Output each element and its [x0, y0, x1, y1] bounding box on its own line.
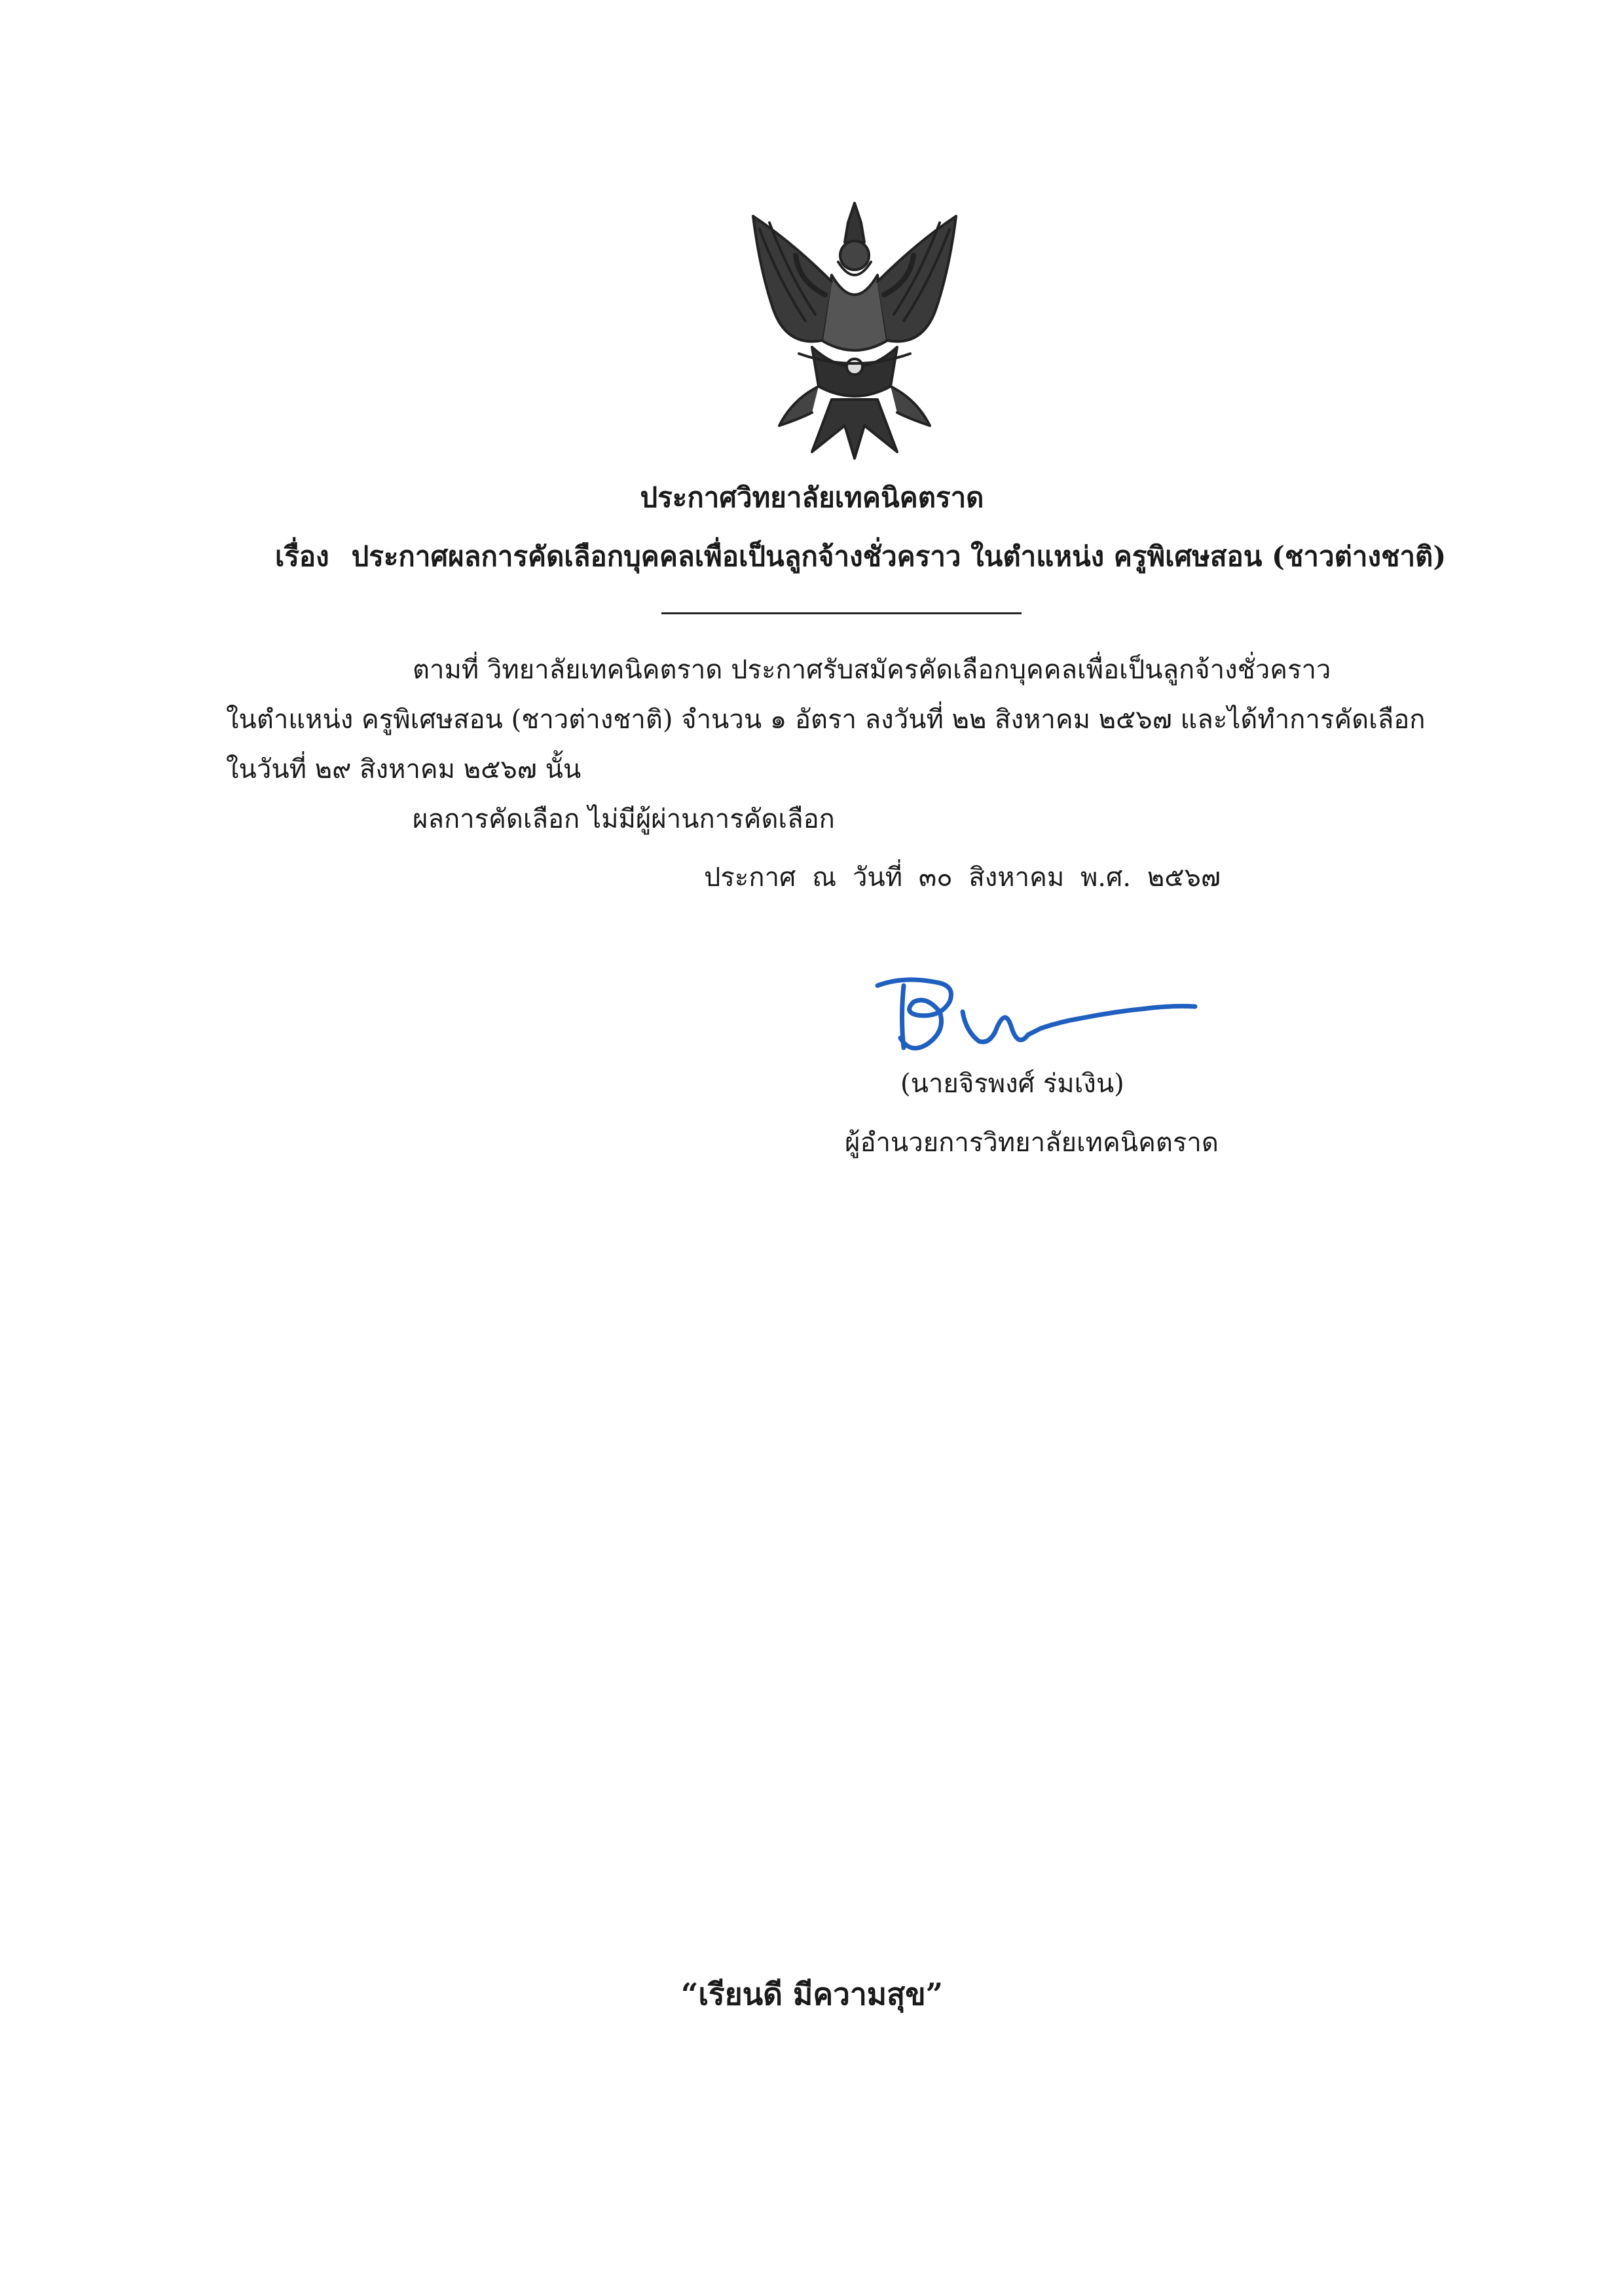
document-title: ประกาศวิทยาลัยเทคนิคตราด	[640, 481, 984, 513]
college-motto: “เรียนดี มีความสุข”	[680, 1976, 944, 2012]
body-line-2: ในตำแหน่ง ครูพิเศษสอน (ชาวต่างชาติ) จำนวน ๑ อัตรา ลงวันที่ ๒๒ สิงหาคม ๒๕๖๗ และได้ทำการคัดเลือก	[226, 705, 1426, 735]
body-line-result: ผลการคัดเลือก ไม่มีผู้ผ่านการคัดเลือก	[413, 804, 835, 834]
document-subject	[275, 537, 1519, 576]
announcement-date: ประกาศ ณ วันที่ ๓๐ สิงหาคม พ.ศ. ๒๕๖๗	[704, 862, 1221, 893]
signer-position: ผู้อำนวยการวิทยาลัยเทคนิคตราด	[845, 1128, 1219, 1158]
title-divider	[661, 612, 1022, 614]
body-line-1: ตามที่ วิทยาลัยเทคนิคตราด ประกาศรับสมัครคัดเลือกบุคคลเพื่อเป็นลูกจ้างชั่วคราว	[413, 655, 1331, 685]
signer-name: (นายจิรพงศ์ ร่มเงิน)	[900, 1069, 1124, 1099]
document-body	[226, 645, 1480, 844]
handwritten-signature-icon	[864, 966, 1205, 1071]
body-line-3: ในวันที่ ๒๙ สิงหาคม ๒๕๖๗ นั้น	[226, 754, 581, 785]
garuda-emblem-icon	[733, 190, 976, 465]
subject-text: ประกาศผลการคัดเลือกบุคคลเพื่อเป็นลูกจ้างชั่วคราว ในตำแหน่ง ครูพิเศษสอน (ชาวต่างชาติ)	[351, 540, 1447, 572]
subject-label: เรื่อง	[275, 540, 329, 572]
